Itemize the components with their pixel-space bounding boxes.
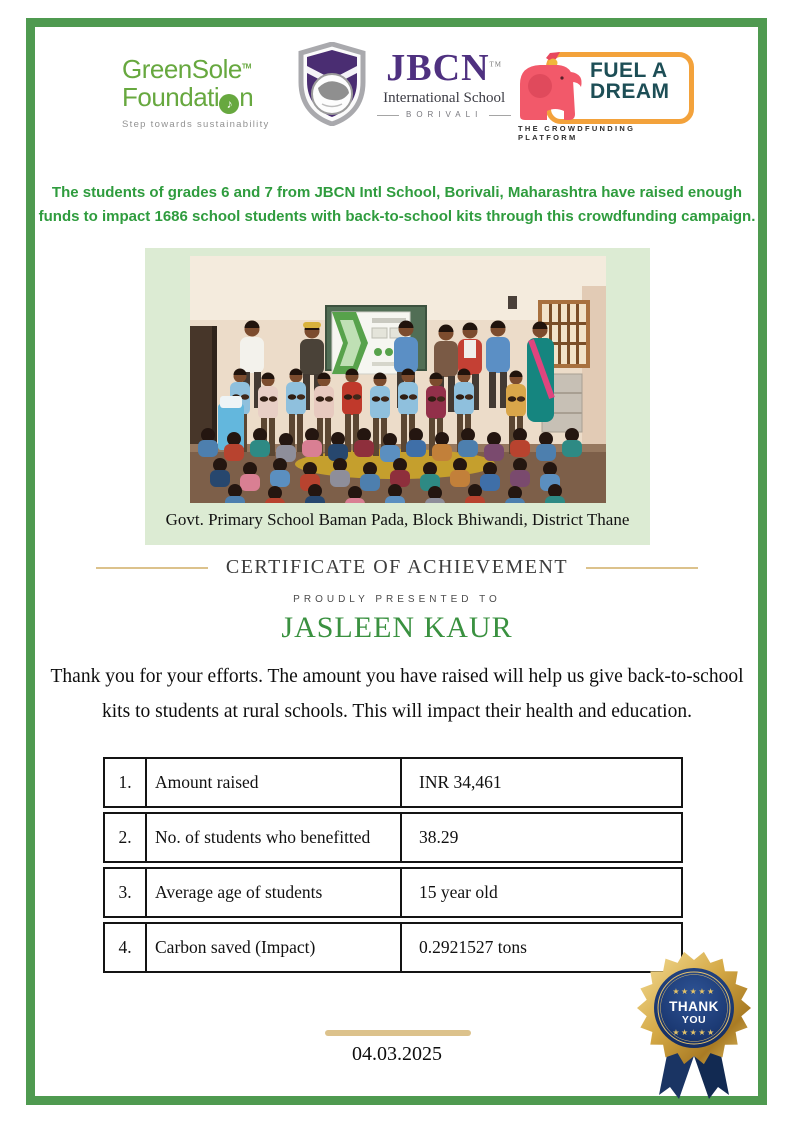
recipient-name: JASLEEN KAUR (281, 611, 513, 644)
badge-stars-top: ★★★★★ (672, 987, 716, 996)
date-divider (325, 1030, 471, 1036)
date: 04.03.2025 (352, 1043, 442, 1065)
fueladream-tagline: THE CROWDFUNDING PLATFORM (518, 124, 636, 142)
row-label: Average age of students (147, 869, 402, 916)
greensole-o-icon: ♪ (219, 94, 239, 114)
elephant-icon (512, 50, 590, 128)
trademark-symbol: TM (489, 60, 503, 69)
jbcn-city: BORIVALI (377, 111, 511, 119)
row-label: Carbon saved (Impact) (147, 924, 402, 971)
jbcn-name: JBCN™ (386, 47, 503, 89)
greensole-foundation-wordmark: Foundati ♪ n (122, 82, 254, 112)
certificate-title: CERTIFICATE OF ACHIEVEMENT (225, 556, 569, 578)
jbcn-subtitle: International School (383, 90, 506, 106)
greensole-tagline: Step towards sustainability (122, 119, 270, 130)
school-photo-illustration (190, 256, 606, 503)
row-value: INR 34,461 (419, 772, 502, 792)
badge-line1: THANK (669, 999, 719, 1014)
row-value: 0.2921527 tons (419, 937, 527, 957)
photo-caption: Govt. Primary School Baman Pada, Block Bhiwandi, District Thane (165, 510, 630, 529)
greensole-wordmark (122, 56, 270, 82)
table-row (103, 812, 683, 863)
row-number: 2. (105, 814, 147, 861)
title-rule-right (586, 567, 698, 569)
row-number: 1. (105, 759, 147, 806)
badge-line2: YOU (681, 1014, 707, 1026)
greensole-logo (122, 56, 270, 130)
fueladream-logo (512, 50, 692, 140)
certificate-title-row (0, 556, 794, 579)
title-rule-left (96, 567, 208, 569)
row-number: 3. (105, 869, 147, 916)
stats-table (103, 757, 683, 977)
presented-label: PROUDLY PRESENTED TO (293, 594, 501, 605)
row-value: 15 year old (419, 882, 498, 902)
row-value: 38.29 (419, 827, 459, 847)
photo-panel (145, 248, 650, 545)
campaign-summary: The students of grades 6 and 7 from JBCN Intl School, Borivali, Maharashtra have raised enough funds to impact 1686 school students with back-to-school kits through this crowdfunding campaign. (38, 184, 756, 225)
table-row (103, 867, 683, 918)
jbcn-shield-icon (297, 42, 367, 126)
badge-stars-bottom: ★★★★★ (672, 1028, 716, 1037)
jbcn-text (377, 49, 511, 119)
table-row (103, 922, 683, 973)
greensole-name: GreenSole (122, 54, 242, 84)
fueladream-wordmark: FUEL A DREAM (590, 59, 670, 103)
row-label: Amount raised (147, 759, 402, 806)
thank-you-badge (629, 951, 759, 1101)
row-label: No. of students who benefitted (147, 814, 402, 861)
trademark-symbol: TM (241, 63, 251, 71)
medal-icon (629, 951, 759, 1101)
row-number: 4. (105, 924, 147, 971)
thank-you-message: Thank you for your efforts. The amount you have raised will help us give back-to-school kits to students at rural schools. This will impact their health and education. (50, 666, 744, 722)
jbcn-logo (297, 42, 511, 126)
table-row (103, 757, 683, 808)
